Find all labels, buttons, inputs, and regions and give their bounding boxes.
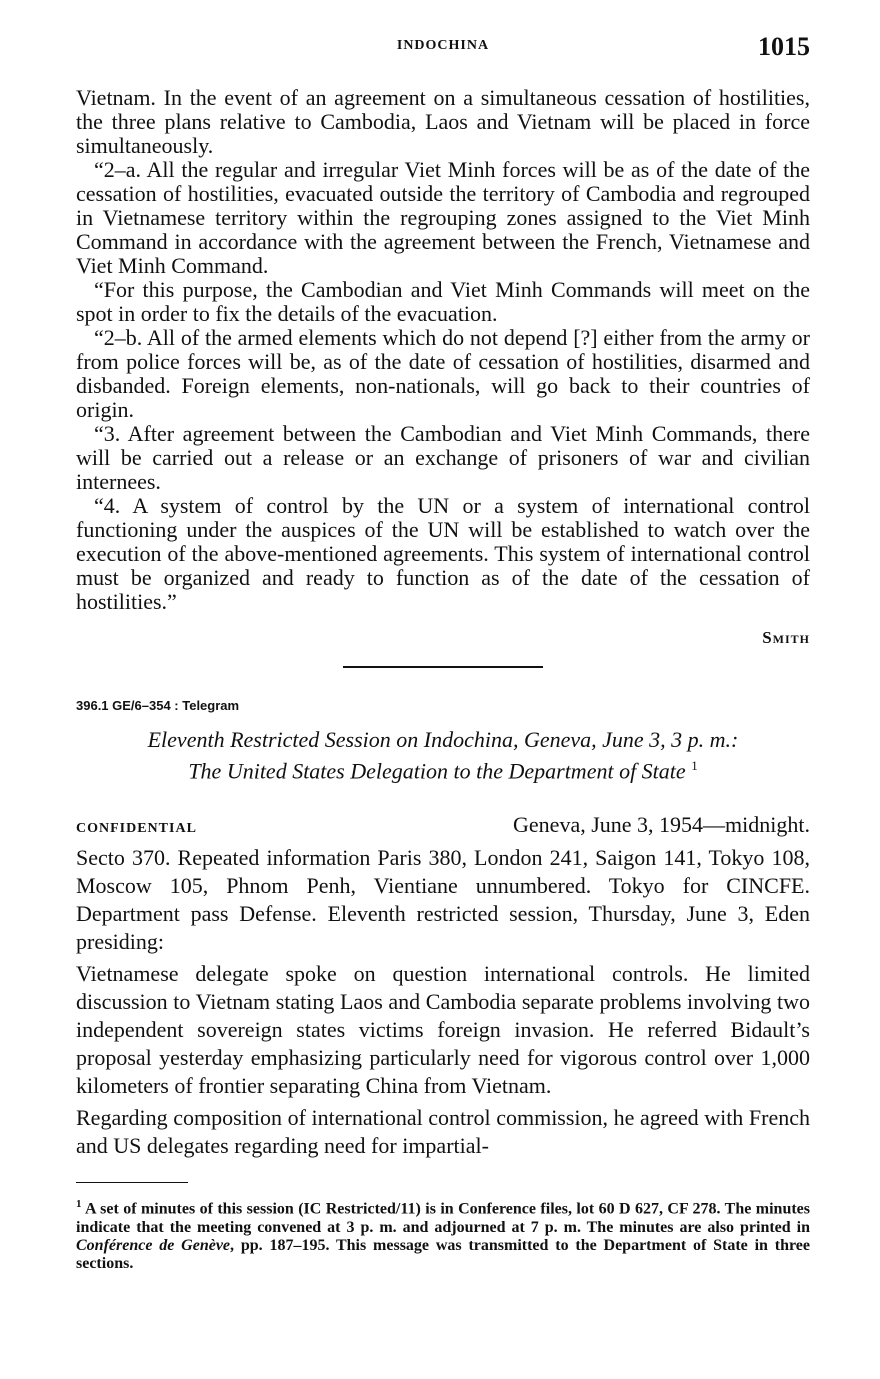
telegram-body xyxy=(76,844,810,1160)
footnote-divider xyxy=(76,1182,188,1183)
document-title xyxy=(76,727,810,784)
document-page xyxy=(76,32,810,1273)
quote-paragraph: Vietnam. In the event of an agreement on a simultaneous cessation of hostilities, the three plans relative to Cambodia, Laos and Vietnam will be placed in force simultaneously. xyxy=(76,85,810,158)
footnote xyxy=(76,1195,810,1272)
document-title-line-2: The United States Delegation to the Department of State xyxy=(188,758,686,784)
body-paragraph: Regarding composition of international control commission, he agreed with French and US delegates regarding need for impartial- xyxy=(76,1105,810,1159)
quote-paragraph: “2–b. All of the armed elements which do not depend [?] either from the army or from police forces will be, as of the date of cessation of hostilities, disarmed and disbanded. Foreign elements, non-nationals, will go back to their countries of origin. xyxy=(76,325,810,422)
classification-label: CONFIDENTIAL xyxy=(76,821,197,837)
body-paragraph: Vietnamese delegate spoke on question international controls. He limited discussion to Vietnam stating Laos and Cambodia separate problems involving two independent sovereign states victims foreign invasion. He referred Bidault’s proposal yesterday emphasizing particularly need for vigorous control over 1,000 kilometers of frontier separating China from Vietnam. xyxy=(76,961,810,1099)
footnote-italic-title: Conférence de Genève xyxy=(76,1236,231,1254)
quote-paragraph: “For this purpose, the Cambodian and Viet Minh Commands will meet on the spot in order to fix the details of the evacuation. xyxy=(76,277,810,326)
quote-paragraph: “2–a. All the regular and irregular Viet Minh forces will be as of the date of the cessation of hostilities, evacuated outside the territory of Cambodia and regrouped in Vietnamese territory within the regrouping zones assigned to the Viet Minh Command in accordance with the agreement between the French, Vietnamese and Viet Minh Command. xyxy=(76,157,810,278)
running-title: INDOCHINA xyxy=(396,38,490,53)
footnote-mark: 1 xyxy=(76,1198,82,1211)
telegram-meta xyxy=(76,812,810,838)
quoted-plan-text xyxy=(76,86,810,614)
quote-paragraph: “4. A system of control by the UN or a system of international control functioning under the auspices of the UN will be established to watch over the execution of the above-mentioned agreements. This system of international control must be organized and ready to function as of the date of the cessation of hostilities.” xyxy=(76,493,810,614)
footnote-text-after: , pp. 187–195. This message was transmitted to the Department of State in three sections. xyxy=(76,1236,811,1272)
place-date-line: Geneva, June 3, 1954—midnight. xyxy=(513,812,810,838)
document-title-line-2-wrap xyxy=(76,753,810,784)
running-header xyxy=(76,32,810,66)
signature: Smith xyxy=(762,628,810,647)
page-number: 1015 xyxy=(758,32,810,61)
document-reference: 396.1 GE/6–354 : Telegram xyxy=(76,698,240,713)
section-divider xyxy=(343,666,543,668)
footnote-text-before: A set of minutes of this session (IC Restricted/11) is in Conference files, lot 60 D 627, CF 278. The minutes indicate that the meeting convened at 3 p. m. and adjourned at 7 p. m. The minutes are also printed in xyxy=(76,1200,810,1236)
quote-paragraph: “3. After agreement between the Cambodian and Viet Minh Commands, there will be carried out a release or an exchange of prisoners of war and civilian internees. xyxy=(76,421,810,494)
footnote-reference-mark: 1 xyxy=(691,758,698,773)
document-title-line-1: Eleventh Restricted Session on Indochina, Geneva, June 3, 3 p. m.: xyxy=(147,727,739,752)
body-paragraph: Secto 370. Repeated information Paris 380, London 241, Saigon 141, Tokyo 108, Moscow 105, Phnom Penh, Vientiane unnumbered. Tokyo for CINCFE. Department pass Defense. Eleventh restricted session, Thursday, June 3, Eden presiding: xyxy=(76,845,810,955)
